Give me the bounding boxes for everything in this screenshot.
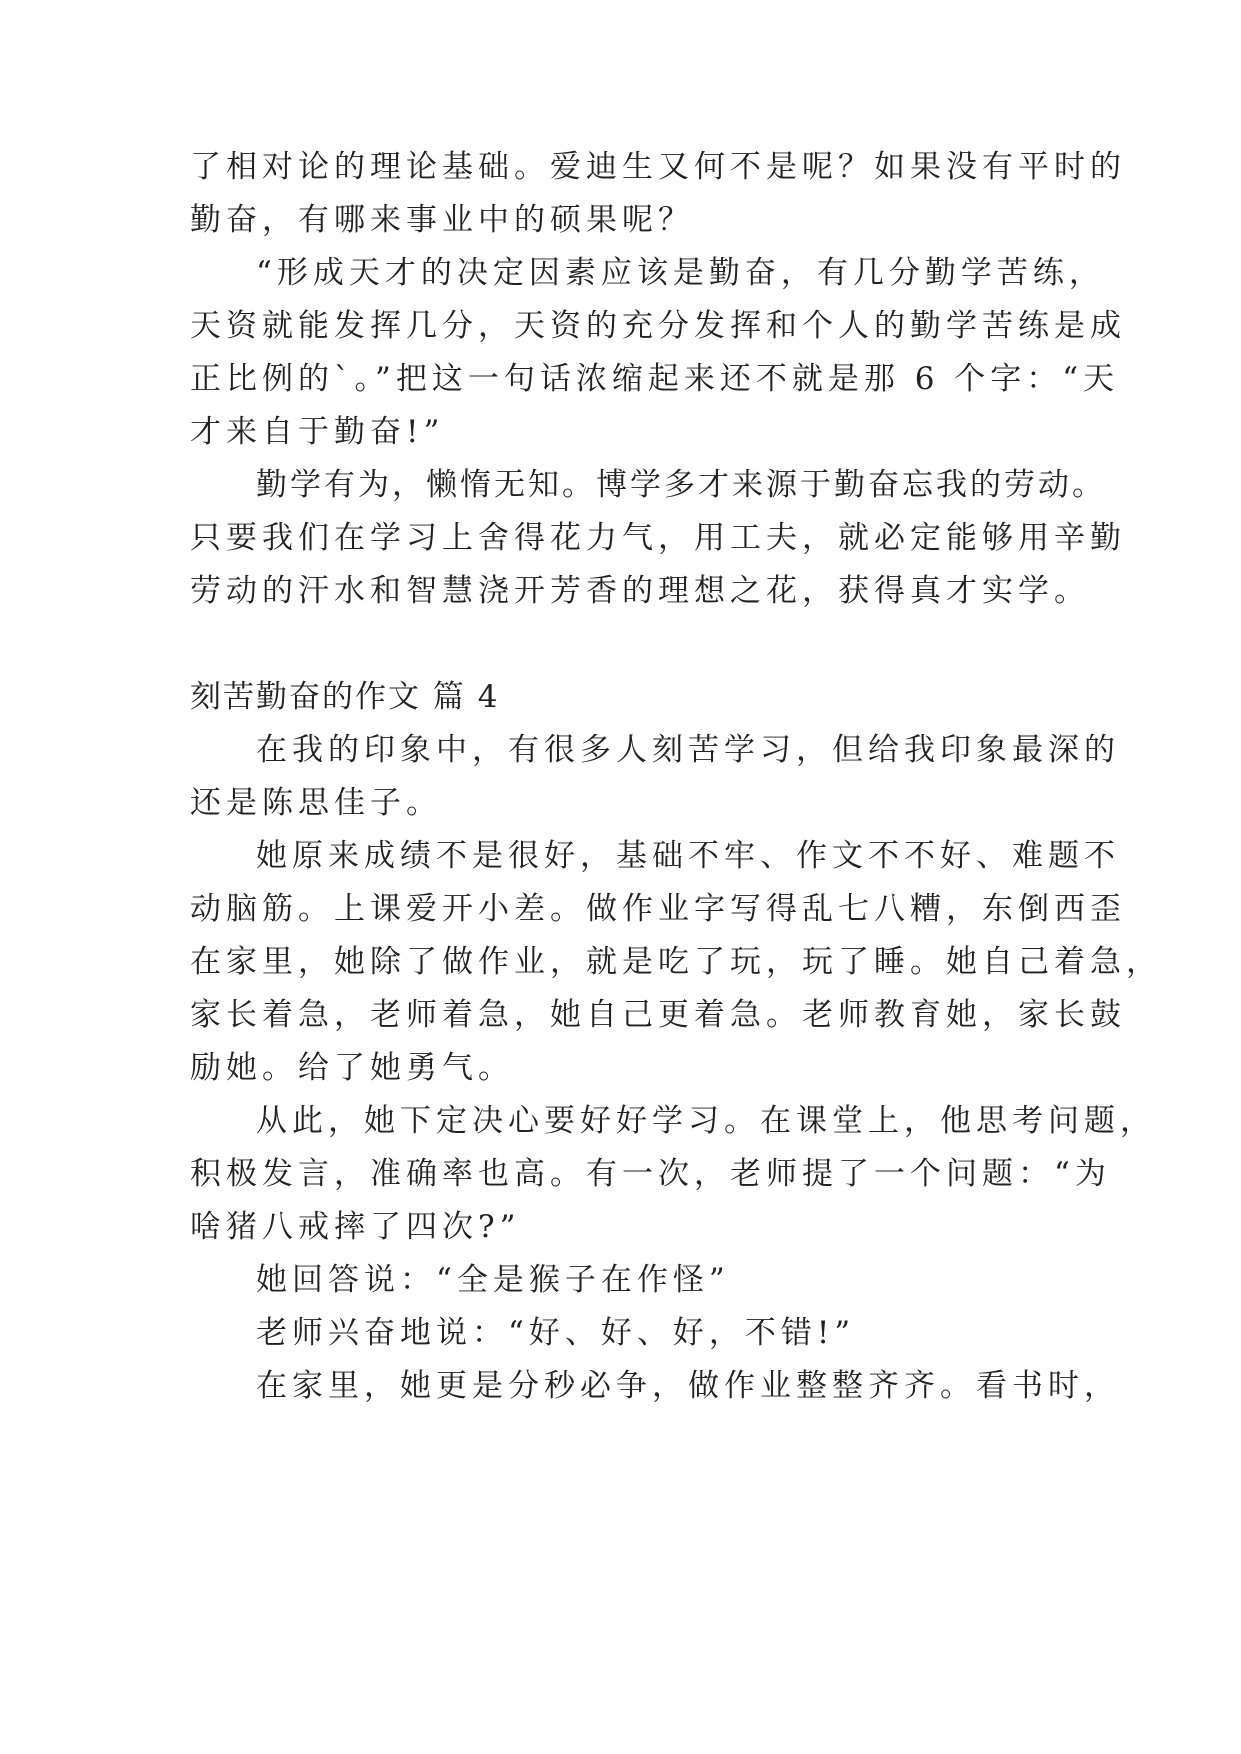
text-line: 积极发言，准确率也高。有一次，老师提了一个问题：“为 — [190, 1156, 1111, 1192]
section-heading: 刻苦勤奋的作文 篇 4 — [190, 679, 500, 715]
text-line: 只要我们在学习上舍得花力气，用工夫，就必定能够用辛勤 — [190, 520, 1126, 556]
text-line: 从此，她下定决心要好好学习。在课堂上，他思考问题， — [256, 1103, 1156, 1139]
text-line: 她回答说：“全是猴子在作怪” — [256, 1262, 730, 1298]
text-line: 她原来成绩不是很好，基础不牢、作文不不好、难题不 — [256, 838, 1120, 874]
text-line: 在家里，她除了做作业，就是吃了玩，玩了睡。她自己着急， — [190, 944, 1162, 980]
text-line: 正比例的`。”把这一句话浓缩起来还不就是那 6 个字：“天 — [190, 361, 1120, 397]
text-line: 在我的印象中，有很多人刻苦学习，但给我印象最深的 — [256, 732, 1120, 768]
text-line: 家长着急，老师着急，她自己更着急。老师教育她，家长鼓 — [190, 997, 1126, 1033]
text-line: 才来自于勤奋!” — [190, 414, 445, 450]
text-line: 勤奋，有哪来事业中的硕果呢？ — [190, 202, 694, 238]
text-line: 励她。给了她勇气。 — [190, 1050, 514, 1086]
text-line: 还是陈思佳子。 — [190, 785, 442, 821]
text-line: 老师兴奋地说：“好、好、好，不错!” — [256, 1315, 856, 1351]
text-line: 啥猪八戒摔了四次?” — [190, 1209, 521, 1245]
text-line: 了相对论的理论基础。爱迪生又何不是呢？如果没有平时的 — [190, 149, 1126, 185]
text-line: 勤学有为，懒惰无知。博学多才来源于勤奋忘我的劳动。 — [256, 467, 1106, 503]
text-line: 天资就能发挥几分，天资的充分发挥和个人的勤学苦练是成 — [190, 308, 1126, 344]
text-line: 在家里，她更是分秒必争，做作业整整齐齐。看书时， — [256, 1368, 1120, 1404]
text-line: “形成天才的决定因素应该是勤奋，有几分勤学苦练， — [256, 255, 1105, 291]
text-line: 动脑筋。上课爱开小差。做作业字写得乱七八糟，东倒西歪 — [190, 891, 1126, 927]
text-line: 劳动的汗水和智慧浇开芳香的理想之花，获得真才实学。 — [190, 573, 1090, 609]
